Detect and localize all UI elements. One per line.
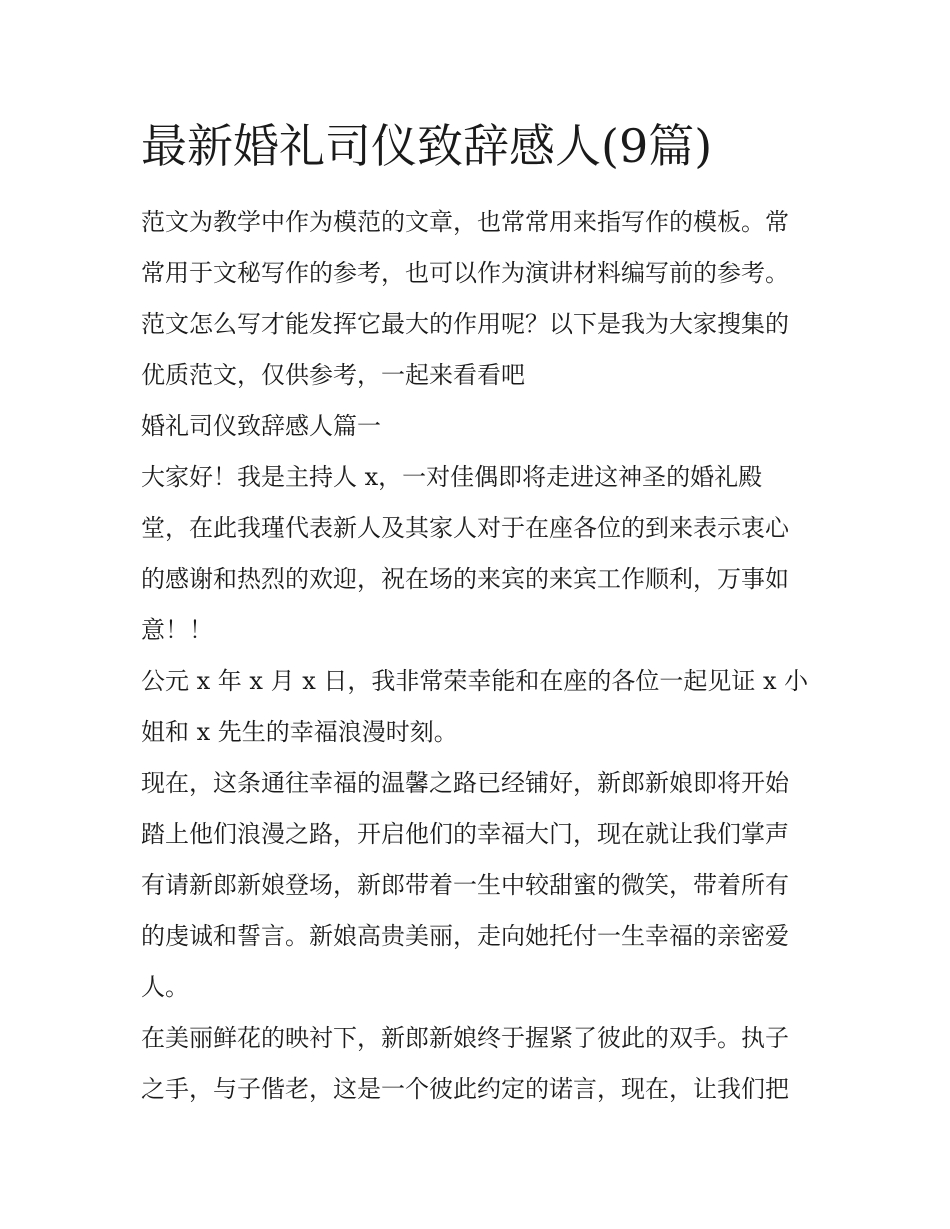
text-line: 范文怎么写才能发挥它最大的作用呢？以下是我为大家搜集的: [141, 310, 789, 338]
document-title: 最新婚礼司仪致辞感人(9篇): [141, 119, 713, 173]
text-line: 姐和 x 先生的幸福浪漫时刻。: [141, 718, 458, 746]
document-body: [141, 197, 821, 1115]
text-line: 婚礼司仪致辞感人篇一: [141, 412, 381, 440]
text-line: 的虔诚和誓言。新娘高贵美丽，走向她托付一生幸福的亲密爱: [141, 922, 789, 950]
section-heading: [141, 401, 821, 452]
text-line: 的感谢和热烈的欢迎，祝在场的来宾的来宾工作顺利，万事如: [141, 565, 789, 593]
text-line: 公元 x 年 x 月 x 日，我非常荣幸能和在座的各位一起见证 x 小: [141, 667, 809, 695]
text-line: 之手，与子偕老，这是一个彼此约定的诺言，现在，让我们把: [141, 1075, 789, 1103]
text-line: 堂，在此我瑾代表新人及其家人对于在座各位的到来表示衷心: [141, 514, 789, 542]
paragraph-date: [141, 656, 821, 758]
text-line: 意！！: [141, 616, 213, 644]
text-line: 踏上他们浪漫之路，开启他们的幸福大门，现在就让我们掌声: [141, 820, 789, 848]
text-line: 人。: [141, 973, 189, 1001]
text-line: 大家好！我是主持人 x，一对佳偶即将走进这神圣的婚礼殿: [141, 463, 763, 491]
paragraph-intro: [141, 197, 821, 401]
text-line: 范文为教学中作为模范的文章，也常常用来指写作的模板。常: [141, 208, 789, 236]
paragraph-greeting: [141, 452, 821, 656]
text-line: 有请新郎新娘登场，新郎带着一生中较甜蜜的微笑，带着所有: [141, 871, 789, 899]
paragraph-vows: [141, 1013, 821, 1115]
paragraph-entrance: [141, 758, 821, 1013]
text-line: 在美丽鲜花的映衬下，新郎新娘终于握紧了彼此的双手。执子: [141, 1024, 789, 1052]
text-line: 常用于文秘写作的参考，也可以作为演讲材料编写前的参考。: [141, 259, 789, 287]
text-line: 优质范文，仅供参考，一起来看看吧: [141, 361, 525, 389]
text-line: 现在，这条通往幸福的温馨之路已经铺好，新郎新娘即将开始: [141, 769, 789, 797]
